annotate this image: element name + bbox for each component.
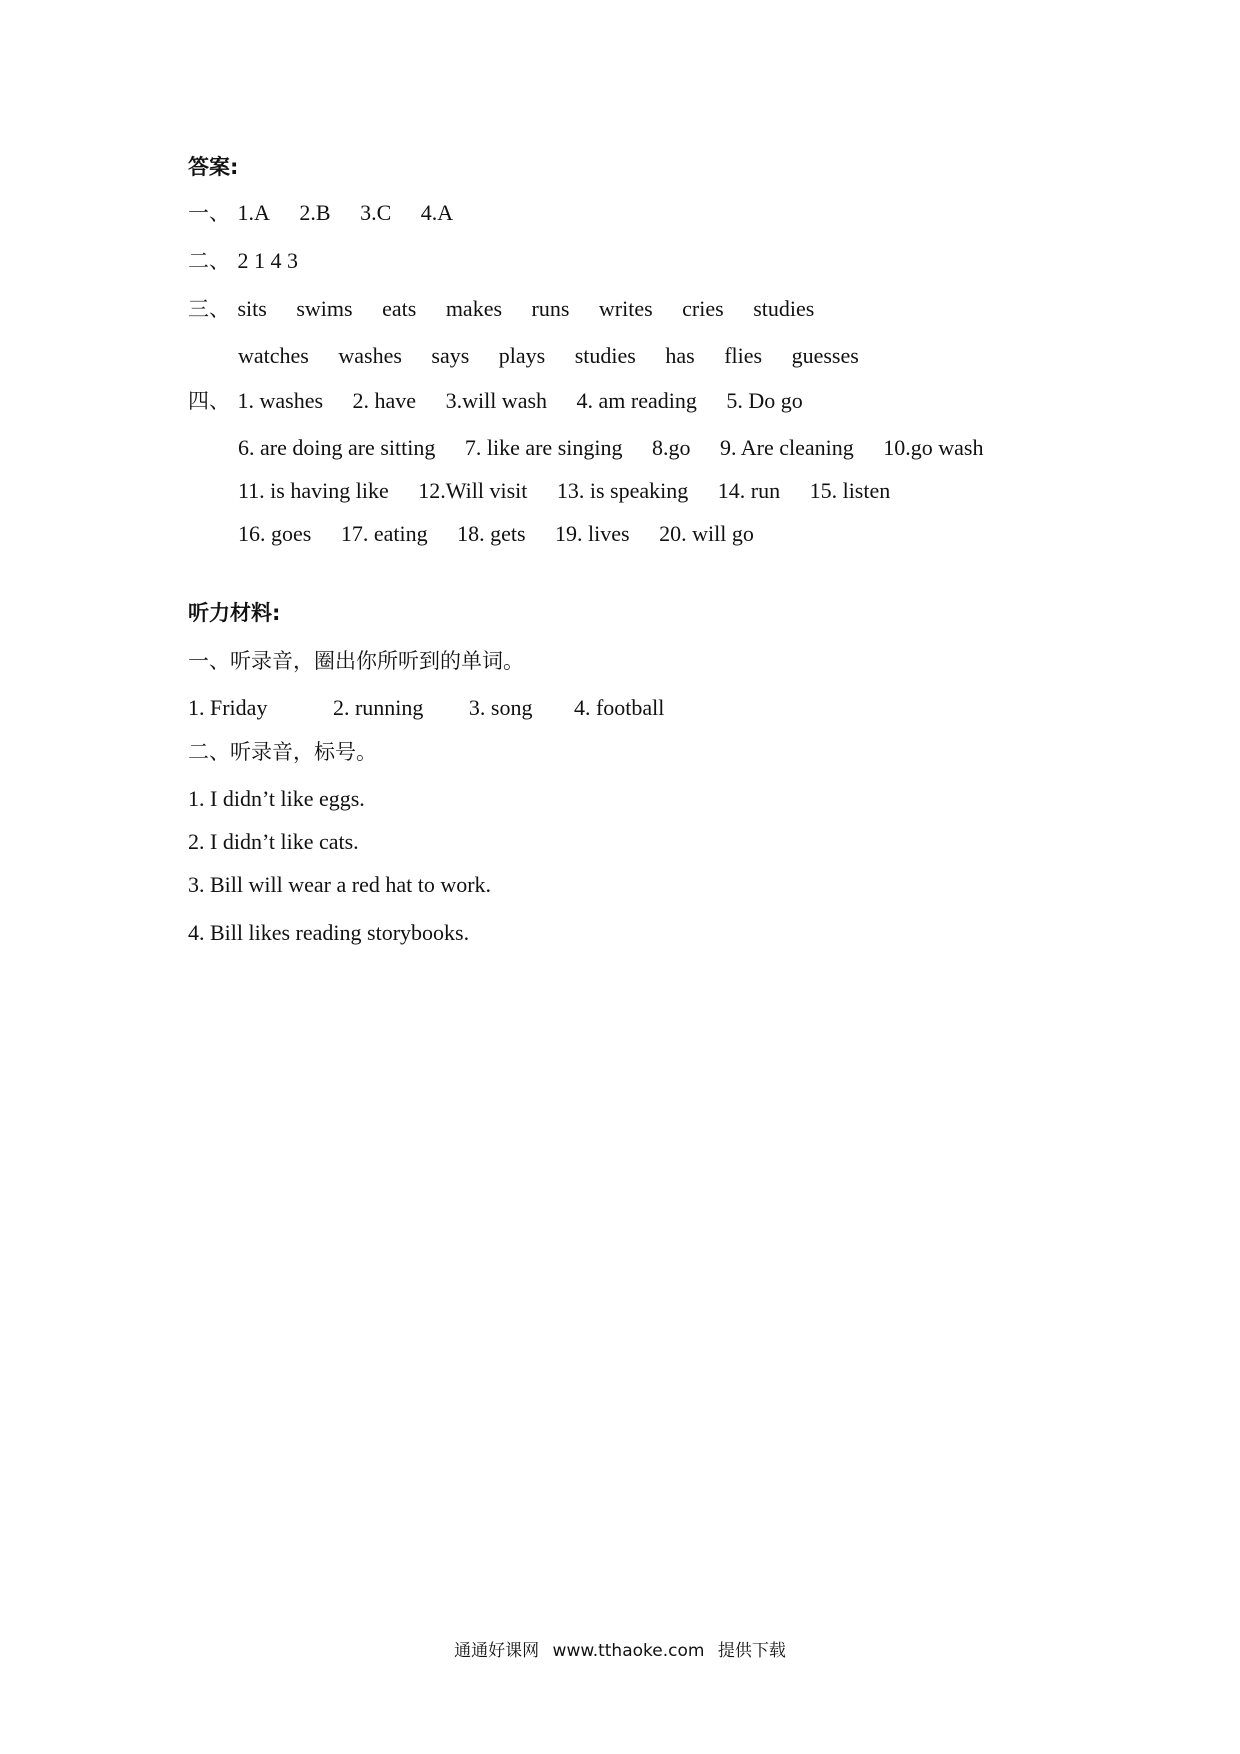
- listening-sentence: 4. Bill likes reading storybooks.: [188, 920, 470, 945]
- word-item: 4. football: [573, 695, 665, 720]
- listening-section-2-title: 二、听录音，标号。: [188, 740, 377, 764]
- answer-item: 9. Are cleaning: [719, 435, 854, 460]
- answer-item: studies: [753, 296, 815, 321]
- section-label: 一、: [188, 201, 230, 225]
- answer-item: makes: [445, 296, 503, 321]
- listening-sentence: 1. I didn’t like eggs.: [188, 786, 365, 811]
- answer-section-1: [188, 198, 477, 228]
- answer-section-4: [188, 386, 827, 416]
- answer-item: 7. like are singing: [464, 435, 623, 460]
- answer-item: 18. gets: [457, 521, 526, 546]
- listening-section-1-items: [188, 693, 688, 723]
- answer-item: 2 1 4 3: [237, 248, 298, 273]
- footer-site-name: 通通好课网: [454, 1641, 540, 1661]
- listening-sentence: 2. I didn’t like cats.: [188, 829, 359, 854]
- page-footer: [0, 1636, 1240, 1661]
- listening-heading: 听力材料:: [188, 601, 281, 625]
- answer-item: 1. washes: [237, 388, 324, 413]
- section-label: 三、: [188, 297, 230, 321]
- answer-item: cries: [682, 296, 724, 321]
- answer-item: 6. are doing are sitting: [238, 435, 436, 460]
- answer-section-4-row-3: [238, 476, 914, 506]
- answer-item: 13. is speaking: [556, 478, 689, 503]
- answer-item: has: [665, 343, 695, 368]
- answer-item: flies: [724, 343, 763, 368]
- answer-item: 15. listen: [809, 478, 891, 503]
- answer-item: 2.B: [299, 200, 331, 225]
- answer-item: watches: [238, 343, 309, 368]
- answer-item: guesses: [791, 343, 859, 368]
- answer-item: 4. am reading: [576, 388, 697, 413]
- answer-item: studies: [574, 343, 636, 368]
- section-label: 二、: [188, 249, 230, 273]
- answer-item: says: [431, 343, 470, 368]
- answer-item: 1.A: [237, 200, 270, 225]
- answer-item: 10.go wash: [883, 435, 984, 460]
- answer-item: sits: [237, 296, 267, 321]
- listening-sentence: 3. Bill will wear a red hat to work.: [188, 872, 492, 897]
- answer-item: 17. eating: [340, 521, 428, 546]
- answer-item: 11. is having like: [238, 478, 389, 503]
- answer-section-4-row-4: [238, 519, 778, 549]
- answer-item: 19. lives: [555, 521, 630, 546]
- answer-item: 4.A: [420, 200, 454, 225]
- answer-item: 3.will wash: [445, 388, 548, 413]
- answer-item: plays: [498, 343, 546, 368]
- answer-item: 16. goes: [238, 521, 312, 546]
- answer-item: washes: [338, 343, 402, 368]
- answer-item: 8.go: [651, 435, 691, 460]
- answer-item: 2. have: [352, 388, 417, 413]
- answer-section-3-row-2: [238, 341, 883, 371]
- word-item: 1. Friday: [188, 695, 268, 720]
- answer-section-4-row-2: [238, 433, 1008, 463]
- answer-item: swims: [296, 296, 353, 321]
- listening-section-1-title: 一、听录音，圈出你所听到的单词。: [188, 649, 524, 673]
- answer-item: 14. run: [717, 478, 781, 503]
- answer-item: 5. Do go: [726, 388, 803, 413]
- answer-section-3: [188, 294, 838, 324]
- footer-url[interactable]: www.tthaoke.com: [552, 1641, 705, 1661]
- footer-note: 提供下载: [717, 1641, 786, 1661]
- answer-section-2: [188, 246, 298, 276]
- answer-item: 20. will go: [659, 521, 754, 546]
- word-item: 3. song: [468, 695, 533, 720]
- section-label: 四、: [188, 389, 230, 413]
- answer-item: runs: [531, 296, 570, 321]
- answer-item: writes: [598, 296, 653, 321]
- answer-item: eats: [382, 296, 417, 321]
- word-item: 2. running: [332, 695, 424, 720]
- answer-item: 12.Will visit: [418, 478, 528, 503]
- answer-item: 3.C: [360, 200, 392, 225]
- answer-heading: 答案:: [188, 155, 239, 179]
